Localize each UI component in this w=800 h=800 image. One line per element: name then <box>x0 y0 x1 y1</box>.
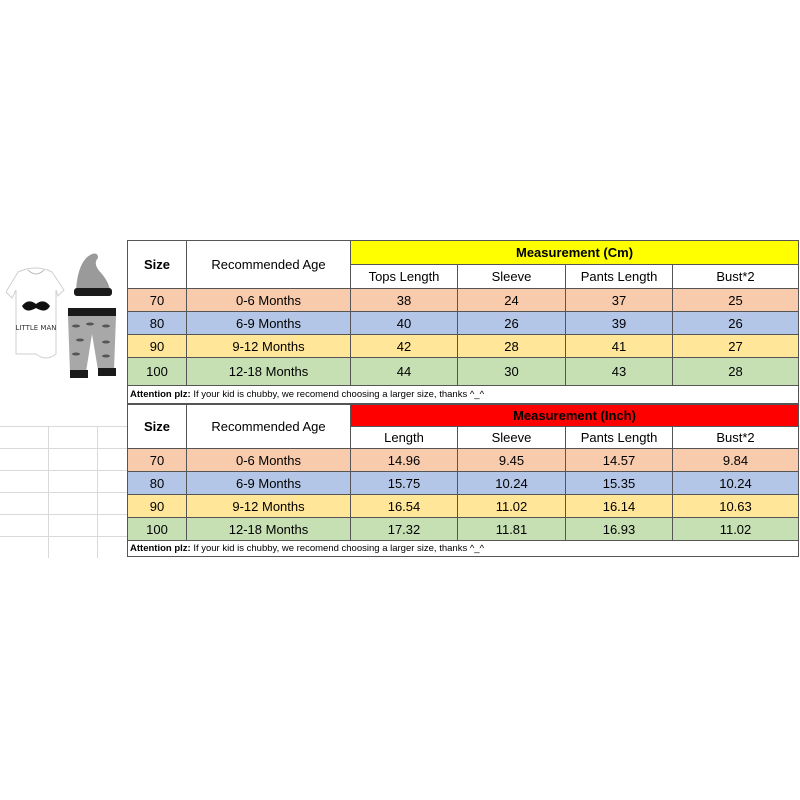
recommended-age-header: Recommended Age <box>187 241 351 289</box>
value-cell: 40 <box>351 312 458 335</box>
value-cell: 15.35 <box>566 472 673 495</box>
measurement-cm-header: Measurement (Cm) <box>351 241 799 265</box>
table-row <box>128 335 799 358</box>
age-cell: 6-9 Months <box>187 312 351 335</box>
size-cell: 70 <box>128 449 187 472</box>
value-cell: 41 <box>566 335 673 358</box>
value-cell: 44 <box>351 358 458 386</box>
size-cell: 70 <box>128 289 187 312</box>
value-cell: 15.75 <box>351 472 458 495</box>
value-cell: 9.45 <box>458 449 566 472</box>
size-cell: 100 <box>128 358 187 386</box>
age-cell: 9-12 Months <box>187 495 351 518</box>
measurement-inch-header: Measurement (Inch) <box>351 405 799 427</box>
attention-note <box>128 541 799 557</box>
recommended-age-header: Recommended Age <box>187 405 351 449</box>
value-cell: 11.81 <box>458 518 566 541</box>
size-header: Size <box>128 405 187 449</box>
value-cell: 11.02 <box>673 518 799 541</box>
table-row <box>128 358 799 386</box>
sleeve-header: Sleeve <box>458 265 566 289</box>
age-cell: 12-18 Months <box>187 358 351 386</box>
hat-shape <box>76 254 110 293</box>
grid-line <box>48 426 49 558</box>
tops-length-header: Tops Length <box>351 265 458 289</box>
value-cell: 39 <box>566 312 673 335</box>
value-cell: 42 <box>351 335 458 358</box>
size-cell: 100 <box>128 518 187 541</box>
age-cell: 0-6 Months <box>187 449 351 472</box>
size-chart-cm <box>127 240 799 404</box>
value-cell: 24 <box>458 289 566 312</box>
value-cell: 27 <box>673 335 799 358</box>
table-row <box>128 472 799 495</box>
value-cell: 28 <box>458 335 566 358</box>
sleeve-header: Sleeve <box>458 427 566 449</box>
product-panel <box>0 240 127 558</box>
baby-outfit-image <box>6 250 122 390</box>
onesie-text: LITTLE MAN <box>15 324 57 332</box>
value-cell: 25 <box>673 289 799 312</box>
value-cell: 10.24 <box>458 472 566 495</box>
size-cell: 90 <box>128 335 187 358</box>
grid-line <box>0 448 127 449</box>
bust-header: Bust*2 <box>673 265 799 289</box>
value-cell: 30 <box>458 358 566 386</box>
table-row <box>128 289 799 312</box>
age-cell: 12-18 Months <box>187 518 351 541</box>
size-cell: 80 <box>128 312 187 335</box>
value-cell: 26 <box>673 312 799 335</box>
attention-text: If your kid is chubby, we recomend choosing a larger size, thanks ^_^ <box>190 389 485 400</box>
size-cell: 80 <box>128 472 187 495</box>
size-chart-inch <box>127 404 799 557</box>
table-row <box>128 449 799 472</box>
value-cell: 16.54 <box>351 495 458 518</box>
length-header: Length <box>351 427 458 449</box>
attention-note <box>128 386 799 404</box>
value-cell: 10.63 <box>673 495 799 518</box>
pants-length-header: Pants Length <box>566 427 673 449</box>
value-cell: 14.96 <box>351 449 458 472</box>
value-cell: 17.32 <box>351 518 458 541</box>
value-cell: 16.14 <box>566 495 673 518</box>
pants-cuff <box>98 368 116 376</box>
attention-label: Attention plz: <box>130 389 191 400</box>
value-cell: 26 <box>458 312 566 335</box>
value-cell: 43 <box>566 358 673 386</box>
value-cell: 37 <box>566 289 673 312</box>
value-cell: 9.84 <box>673 449 799 472</box>
age-cell: 0-6 Months <box>187 289 351 312</box>
value-cell: 16.93 <box>566 518 673 541</box>
pants-length-header: Pants Length <box>566 265 673 289</box>
age-cell: 6-9 Months <box>187 472 351 495</box>
attention-label: Attention plz: <box>130 543 191 554</box>
grid-line <box>0 492 127 493</box>
table-row <box>128 518 799 541</box>
value-cell: 28 <box>673 358 799 386</box>
hat-band <box>74 288 112 296</box>
value-cell: 14.57 <box>566 449 673 472</box>
grid-line <box>0 426 127 427</box>
value-cell: 11.02 <box>458 495 566 518</box>
size-cell: 90 <box>128 495 187 518</box>
value-cell: 38 <box>351 289 458 312</box>
value-cell: 10.24 <box>673 472 799 495</box>
attention-text: If your kid is chubby, we recomend choosing a larger size, thanks ^_^ <box>190 543 485 554</box>
size-header: Size <box>128 241 187 289</box>
age-cell: 9-12 Months <box>187 335 351 358</box>
grid-line <box>0 514 127 515</box>
grid-line <box>0 536 127 537</box>
grid-line <box>97 426 98 558</box>
table-row <box>128 495 799 518</box>
pants-cuff <box>70 370 88 378</box>
onesie-shape <box>6 268 64 358</box>
table-row <box>128 312 799 335</box>
bust-header: Bust*2 <box>673 427 799 449</box>
pants-waistband <box>68 308 116 316</box>
grid-line <box>0 470 127 471</box>
